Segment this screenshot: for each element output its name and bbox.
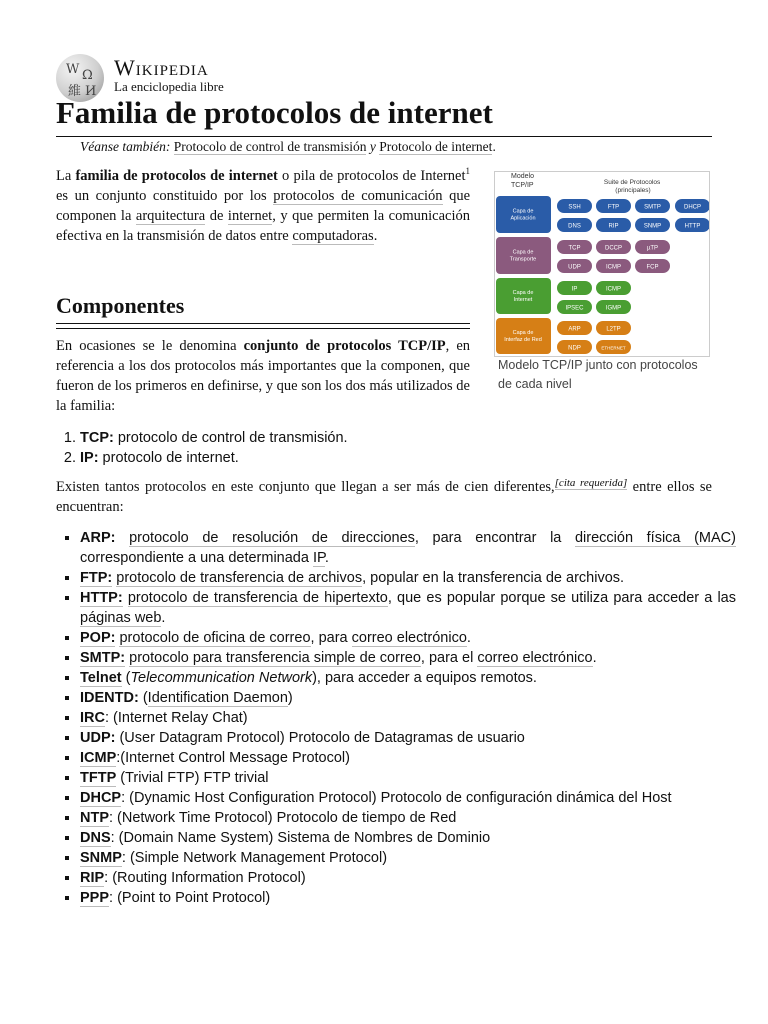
link-ip-article[interactable]: Protocolo de internet: [379, 139, 493, 154]
tcpip-bold-term: conjunto de protocolos TCP/IP: [243, 338, 446, 354]
list-item-dns: ▪ DNS: (Domain Name System) Sistema de Nombres de Dominio: [80, 828, 736, 848]
link-identd[interactable]: Identification Daemon: [147, 690, 288, 706]
link-mac[interactable]: dirección física (MAC): [574, 530, 736, 546]
main-protocols-list: [56, 428, 348, 468]
protocol-pill-label: ICMP: [606, 286, 621, 293]
protocols-intro-paragraph: Existen tantos protocolos en este conjunto que llegan a ser más de cien diferentes,[cita requerida] entre ellos se encuentran:: [56, 477, 712, 515]
link-ftp[interactable]: protocolo de transferencia de archivos: [116, 570, 363, 586]
list-item-snmp: ▪ SNMP: (Simple Network Management Protocol): [80, 848, 736, 868]
list-item-ppp: ▪ PPP: (Point to Point Protocol): [80, 888, 736, 908]
link-dns[interactable]: DNS: [80, 830, 111, 846]
protocol-pill-label: DCCP: [604, 245, 623, 252]
protocol-pill-label: NDP: [568, 345, 581, 352]
section-divider-thin: [56, 328, 470, 329]
list-item-arp: ▪ ARP: protocolo de resolución de direcciones, para encontrar la dirección física (MAC) correspondiente a una determinada IP.: [80, 528, 736, 568]
globe-glyph: И: [85, 84, 97, 99]
protocol-pill-label: FTP: [607, 204, 620, 211]
layer-box: [496, 318, 551, 354]
link-ntp[interactable]: NTP: [80, 810, 109, 826]
link-pop-name[interactable]: POP:: [80, 630, 116, 646]
protocol-pill-label: IGMP: [605, 305, 622, 312]
link-http[interactable]: protocolo de transferencia de hipertexto: [127, 590, 388, 606]
link-correo[interactable]: correo electrónico: [351, 630, 467, 646]
link-pop[interactable]: protocolo de oficina de correo: [119, 630, 311, 646]
see-also-hatnote: Véanse también: Protocolo de control de transmisión y Protocolo de internet.: [80, 139, 496, 154]
wikipedia-wordmark[interactable]: Wikipedia: [114, 55, 209, 80]
list-item-ntp: ▪ NTP: (Network Time Protocol) Protocolo de tiempo de Red: [80, 808, 736, 828]
protocol-pill-label: SNMP: [643, 223, 662, 230]
protocol-pill-label: SSH: [568, 204, 581, 211]
globe-glyph: W: [66, 62, 80, 77]
list-item-identd: ▪ IDENTD: (Identification Daemon): [80, 688, 736, 708]
protocols-list: [56, 528, 736, 908]
link-correo-2[interactable]: correo electrónico: [477, 650, 593, 666]
link-snmp[interactable]: SNMP: [80, 850, 122, 866]
wikipedia-tagline: La enciclopedia libre: [114, 79, 224, 94]
link-smtp[interactable]: protocolo para transferencia simple de correo: [129, 650, 421, 666]
protocol-pill-label: DHCP: [683, 204, 702, 211]
model-label: Modelo TCP/IP: [511, 173, 534, 189]
protocol-pill-label: ETHERNET: [601, 345, 626, 351]
protocol-pill-label: IP: [571, 286, 578, 293]
figure-caption: Modelo TCP/IP junto con protocolos de cada nivel: [498, 358, 698, 391]
link-dhcp[interactable]: DHCP: [80, 790, 122, 806]
componentes-paragraph: En ocasiones se le denomina conjunto de protocolos TCP/IP, en referencia a los dos protocolos más importantes que la componen, que fueron de los primeros en definirse, y que son los dos más utilizados de la familia:: [56, 338, 471, 414]
protocol-pill-label: µTP: [646, 245, 659, 252]
list-item-icmp: ▪ ICMP:(Internet Control Message Protocol): [80, 748, 736, 768]
list-item-udp: ▪ UDP: (User Datagram Protocol) Protocolo de Datagramas de usuario: [80, 728, 736, 748]
layer-box: [496, 278, 551, 314]
layer-label: Capa de Internet: [512, 290, 534, 303]
intro-bold-term: familia de protocolos de internet: [75, 167, 278, 184]
link-smtp-name[interactable]: SMTP:: [80, 650, 126, 666]
link-internet[interactable]: internet: [227, 207, 273, 224]
list-item-pop: ▪ POP: protocolo de oficina de correo, para correo electrónico.: [80, 628, 736, 648]
protocol-pill-label: UDP: [568, 264, 581, 271]
protocol-pill-label: IPSEC: [565, 305, 584, 312]
citation-needed[interactable]: [cita requerida]: [554, 477, 628, 489]
list-item: 2. IP: protocolo de internet.: [80, 448, 348, 468]
link-tcp-article[interactable]: Protocolo de control de transmisión: [173, 139, 367, 154]
layer-label: Capa de Interfaz de Red: [504, 330, 542, 343]
list-item-irc: ▪ IRC: (Internet Relay Chat): [80, 708, 736, 728]
intro-paragraph: La familia de protocolos de internet o pila de protocolos de Internet$^1$ es un conjunto constituido por los protocolos de comunicación que componen la arquitectura de internet, y que permiten la comunicación efectiva en la transmisión de datos entre computadoras.: [56, 166, 471, 244]
title-divider: [56, 136, 712, 137]
list-item-dhcp: ▪ DHCP: (Dynamic Host Configuration Protocol) Protocolo de configuración dinámica del Host: [80, 788, 736, 808]
section-heading-componentes: Componentes: [56, 293, 185, 318]
list-item-http: ▪ HTTP: protocolo de transferencia de hipertexto, que es popular porque se utiliza para acceder a las páginas web.: [80, 588, 736, 628]
suite-label: Suite de Protocolos (principales): [603, 179, 661, 194]
list-item-telnet: ▪ Telnet (Telecommunication Network), para acceder a equipos remotos.: [80, 668, 736, 688]
protocol-pill-label: TCP: [568, 245, 581, 252]
page-title: Familia de protocolos de internet: [56, 95, 493, 130]
tcpip-diagram: [495, 172, 709, 356]
protocol-pill-label: FCP: [646, 264, 659, 271]
protocol-pill-label: ARP: [568, 326, 581, 333]
link-protocolos-de-comunicacion[interactable]: protocolos de comunicación: [273, 187, 443, 204]
link-irc[interactable]: IRC: [80, 710, 105, 726]
link-tftp[interactable]: TFTP: [80, 770, 117, 786]
link-arquitectura[interactable]: arquitectura: [135, 207, 206, 224]
list-item-rip: ▪ RIP: (Routing Information Protocol): [80, 868, 736, 888]
reference-1[interactable]: 1: [465, 166, 470, 176]
link-computadoras[interactable]: computadoras: [292, 227, 374, 244]
globe-glyph: 維: [68, 84, 82, 99]
protocol-pill-label: DNS: [568, 223, 581, 230]
layer-box: [496, 196, 551, 233]
tcpip-model-figure[interactable]: [494, 171, 710, 357]
protocol-pill-label: L2TP: [606, 326, 621, 333]
link-http-name[interactable]: HTTP:: [80, 590, 123, 606]
list-item-ftp: ▪ FTP: protocolo de transferencia de archivos, popular en la transferencia de archivos.: [80, 568, 736, 588]
link-ftp-name[interactable]: FTP:: [80, 570, 113, 586]
protocol-pill-label: HTTP: [684, 223, 701, 230]
protocol-pill-label: ICMP: [606, 264, 621, 271]
link-icmp[interactable]: ICMP: [80, 750, 117, 766]
list-item-smtp: ▪ SMTP: protocolo para transferencia simple de correo, para el correo electrónico.: [80, 648, 736, 668]
protocol-pill-label: SMTP: [644, 204, 661, 211]
link-paginas-web[interactable]: páginas web: [80, 610, 162, 626]
globe-glyph: Ω: [82, 68, 93, 83]
layer-box: [496, 237, 551, 274]
protocol-pill-label: RIP: [608, 223, 619, 230]
section-divider: [56, 323, 470, 324]
link-telnet[interactable]: Telnet: [80, 670, 122, 686]
link-rip[interactable]: RIP: [80, 870, 105, 886]
link-ip[interactable]: IP: [312, 550, 325, 566]
link-arp[interactable]: protocolo de resolución de direcciones: [129, 530, 415, 546]
link-ppp[interactable]: PPP: [80, 890, 110, 906]
layer-label: Capa de Aplicación: [510, 208, 536, 222]
list-item-tftp: ▪ TFTP (Trivial FTP) FTP trivial: [80, 768, 736, 788]
layer-label: Capa de Transporte: [509, 249, 537, 263]
see-also-label: Véanse también:: [80, 139, 171, 154]
see-also-conjunction: y: [369, 139, 376, 154]
list-item: 1. TCP: protocolo de control de transmisión.: [80, 428, 348, 448]
